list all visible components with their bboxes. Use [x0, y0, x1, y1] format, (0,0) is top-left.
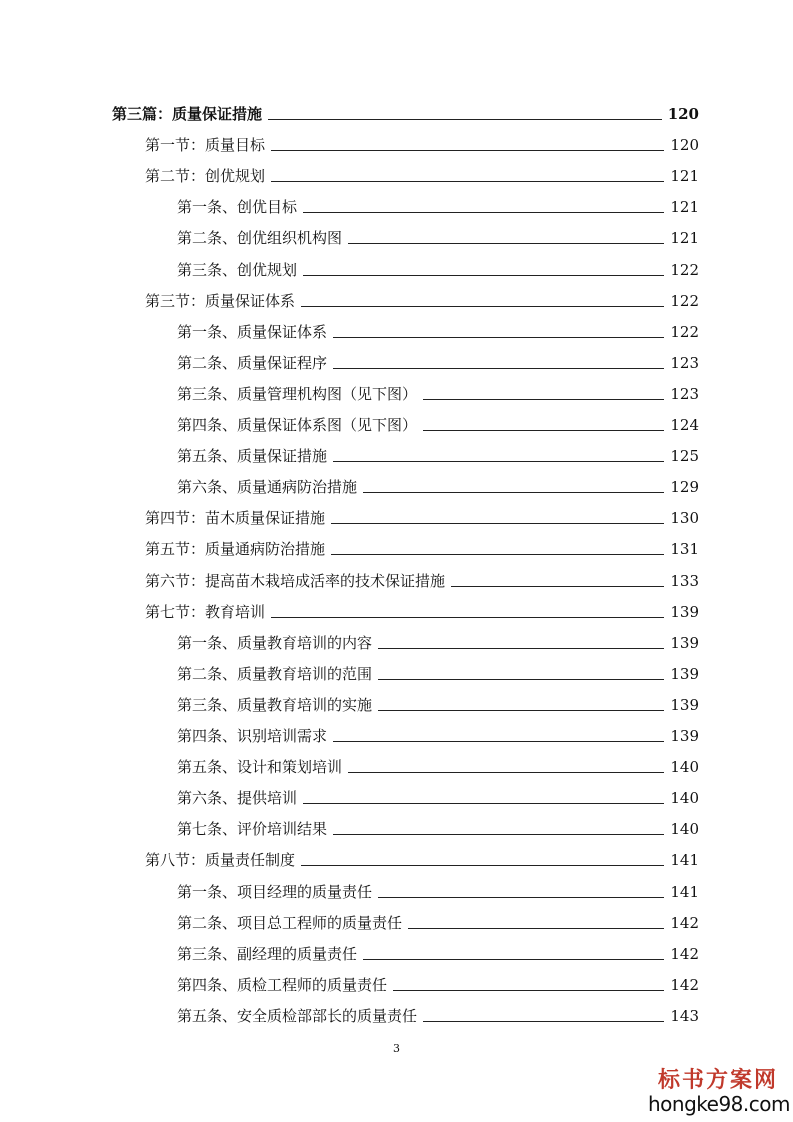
- toc-entry[interactable]: [145, 159, 699, 185]
- toc-entry-page: 123: [670, 354, 699, 372]
- toc-entry[interactable]: [177, 190, 699, 216]
- toc-entry-page: 130: [670, 509, 699, 527]
- toc-entry-title: 第三条、副经理的质量责任: [177, 945, 358, 963]
- toc-entry[interactable]: [177, 937, 699, 963]
- toc-entry-page: 140: [670, 758, 699, 776]
- toc-entry-page: 139: [670, 665, 699, 683]
- watermark-url: hongke98.com: [648, 1092, 790, 1116]
- toc-leader-line: [363, 959, 664, 960]
- toc-leader-line: [333, 834, 664, 835]
- toc-entry[interactable]: [145, 595, 699, 621]
- toc-entry[interactable]: [177, 221, 699, 247]
- toc-entry-page: 122: [670, 261, 699, 279]
- toc-entry-page: 121: [670, 198, 699, 216]
- toc-entry-page: 141: [670, 851, 699, 869]
- toc-leader-line: [303, 212, 664, 213]
- toc-entry-title: 第一条、质量教育培训的内容: [177, 634, 373, 652]
- toc-entry-page: 125: [670, 447, 699, 465]
- toc-entry-title: 第二节：创优规划: [145, 167, 266, 185]
- toc-entry-title: 第二条、质量教育培训的范围: [177, 665, 373, 683]
- toc-entry-page: 122: [670, 323, 699, 341]
- toc-entry-page: 142: [670, 976, 699, 994]
- toc-entry-title: 第二条、质量保证程序: [177, 354, 328, 372]
- toc-entry[interactable]: [145, 843, 699, 869]
- toc-entry[interactable]: [145, 284, 699, 310]
- toc-leader-line: [268, 119, 662, 120]
- toc-entry-title: 第七节：教育培训: [145, 603, 266, 621]
- toc-leader-line: [271, 617, 664, 618]
- toc-entry-title: 第二条、项目总工程师的质量责任: [177, 914, 403, 932]
- toc-entry-title: 第五条、质量保证措施: [177, 447, 328, 465]
- toc-entry-page: 123: [670, 385, 699, 403]
- toc-entry[interactable]: [177, 408, 699, 434]
- toc-entry-title: 第七条、评价培训结果: [177, 820, 328, 838]
- toc-entry-title: 第一条、质量保证体系: [177, 323, 328, 341]
- toc-leader-line: [378, 679, 664, 680]
- toc-entry-title: 第八节：质量责任制度: [145, 851, 296, 869]
- toc-leader-line: [423, 430, 664, 431]
- toc-entry-page: 139: [670, 634, 699, 652]
- toc-leader-line: [363, 492, 664, 493]
- toc-entry-page: 139: [670, 603, 699, 621]
- toc-leader-line: [408, 928, 664, 929]
- toc-entry[interactable]: [177, 719, 699, 745]
- toc-leader-line: [423, 399, 664, 400]
- toc-entry[interactable]: [177, 688, 699, 714]
- toc-entry-page: 120: [670, 136, 699, 154]
- toc-entry-title: 第一条、创优目标: [177, 198, 298, 216]
- toc-entry-page: 141: [670, 883, 699, 901]
- toc-leader-line: [331, 523, 664, 524]
- toc-entry[interactable]: [177, 812, 699, 838]
- toc-entry-title: 第六条、提供培训: [177, 789, 298, 807]
- toc-entry-page: 129: [670, 478, 699, 496]
- toc-entry-page: 142: [670, 914, 699, 932]
- toc-entry-page: 139: [670, 696, 699, 714]
- toc-entry-title: 第五条、设计和策划培训: [177, 758, 343, 776]
- toc-entry-page: 121: [670, 167, 699, 185]
- toc-entry[interactable]: [177, 906, 699, 932]
- toc-leader-line: [303, 275, 664, 276]
- toc-entry[interactable]: [177, 470, 699, 496]
- page-number: 3: [393, 1042, 400, 1055]
- toc-entry-title: 第三节：质量保证体系: [145, 292, 296, 310]
- toc-entry-page: 139: [670, 727, 699, 745]
- toc-entry-title: 第四条、质量保证体系图（见下图）: [177, 416, 418, 434]
- toc-entry[interactable]: [177, 999, 699, 1025]
- toc-leader-line: [271, 181, 664, 182]
- toc-leader-line: [348, 772, 664, 773]
- toc-entry-title: 第五节：质量通病防治措施: [145, 540, 326, 558]
- toc-entry[interactable]: [145, 128, 699, 154]
- toc-entry-title: 第三篇：质量保证措施: [112, 105, 263, 123]
- toc-entry-page: 120: [667, 105, 699, 123]
- toc-entry[interactable]: [177, 657, 699, 683]
- toc-entry[interactable]: [177, 781, 699, 807]
- watermark-chinese: 标书方案网: [657, 1067, 778, 1093]
- toc-entry[interactable]: [177, 875, 699, 901]
- toc-entry[interactable]: [145, 564, 699, 590]
- toc-entry[interactable]: [177, 626, 699, 652]
- toc-entry-title: 第六条、质量通病防治措施: [177, 478, 358, 496]
- toc-leader-line: [301, 865, 664, 866]
- toc-entry[interactable]: [177, 346, 699, 372]
- toc-entry-page: 121: [670, 229, 699, 247]
- toc-entry-title: 第四条、识别培训需求: [177, 727, 328, 745]
- toc-entry-page: 140: [670, 789, 699, 807]
- toc-entry-page: 140: [670, 820, 699, 838]
- toc-entry[interactable]: [177, 750, 699, 776]
- toc-entry-title: 第一条、项目经理的质量责任: [177, 883, 373, 901]
- toc-entry-title: 第三条、质量教育培训的实施: [177, 696, 373, 714]
- toc-entry[interactable]: [112, 97, 699, 123]
- toc-leader-line: [331, 554, 664, 555]
- toc-leader-line: [423, 1021, 664, 1022]
- toc-leader-line: [378, 897, 664, 898]
- toc-entry-page: 124: [670, 416, 699, 434]
- toc-entry-title: 第四条、质检工程师的质量责任: [177, 976, 388, 994]
- toc-entry-page: 143: [670, 1007, 699, 1025]
- toc-entry[interactable]: [145, 501, 699, 527]
- toc-entry-title: 第三条、质量管理机构图（见下图）: [177, 385, 418, 403]
- toc-entry[interactable]: [145, 532, 699, 558]
- toc-leader-line: [333, 368, 664, 369]
- toc-entry-title: 第六节：提高苗木栽培成活率的技术保证措施: [145, 572, 446, 590]
- toc-entry[interactable]: [177, 377, 699, 403]
- toc-leader-line: [333, 461, 664, 462]
- toc-entry-title: 第二条、创优组织机构图: [177, 229, 343, 247]
- site-watermark: [648, 1068, 788, 1116]
- toc-entry[interactable]: [177, 968, 699, 994]
- toc-entry-title: 第一节：质量目标: [145, 136, 266, 154]
- toc-leader-line: [271, 150, 664, 151]
- toc-leader-line: [333, 741, 664, 742]
- toc-entry-page: 122: [670, 292, 699, 310]
- toc-entry-page: 142: [670, 945, 699, 963]
- toc-leader-line: [333, 337, 664, 338]
- toc-entry-page: 133: [670, 572, 699, 590]
- toc-entry[interactable]: [177, 439, 699, 465]
- toc-leader-line: [378, 648, 664, 649]
- toc-leader-line: [378, 710, 664, 711]
- toc-entry[interactable]: [177, 253, 699, 279]
- toc-entry-title: 第三条、创优规划: [177, 261, 298, 279]
- toc-leader-line: [303, 803, 664, 804]
- toc-entry-page: 131: [670, 540, 699, 558]
- toc-leader-line: [393, 990, 664, 991]
- toc-entry-title: 第五条、安全质检部部长的质量责任: [177, 1007, 418, 1025]
- toc-leader-line: [301, 306, 664, 307]
- toc-entry-title: 第四节：苗木质量保证措施: [145, 509, 326, 527]
- toc-leader-line: [348, 243, 664, 244]
- toc-entry[interactable]: [177, 315, 699, 341]
- toc-leader-line: [451, 586, 664, 587]
